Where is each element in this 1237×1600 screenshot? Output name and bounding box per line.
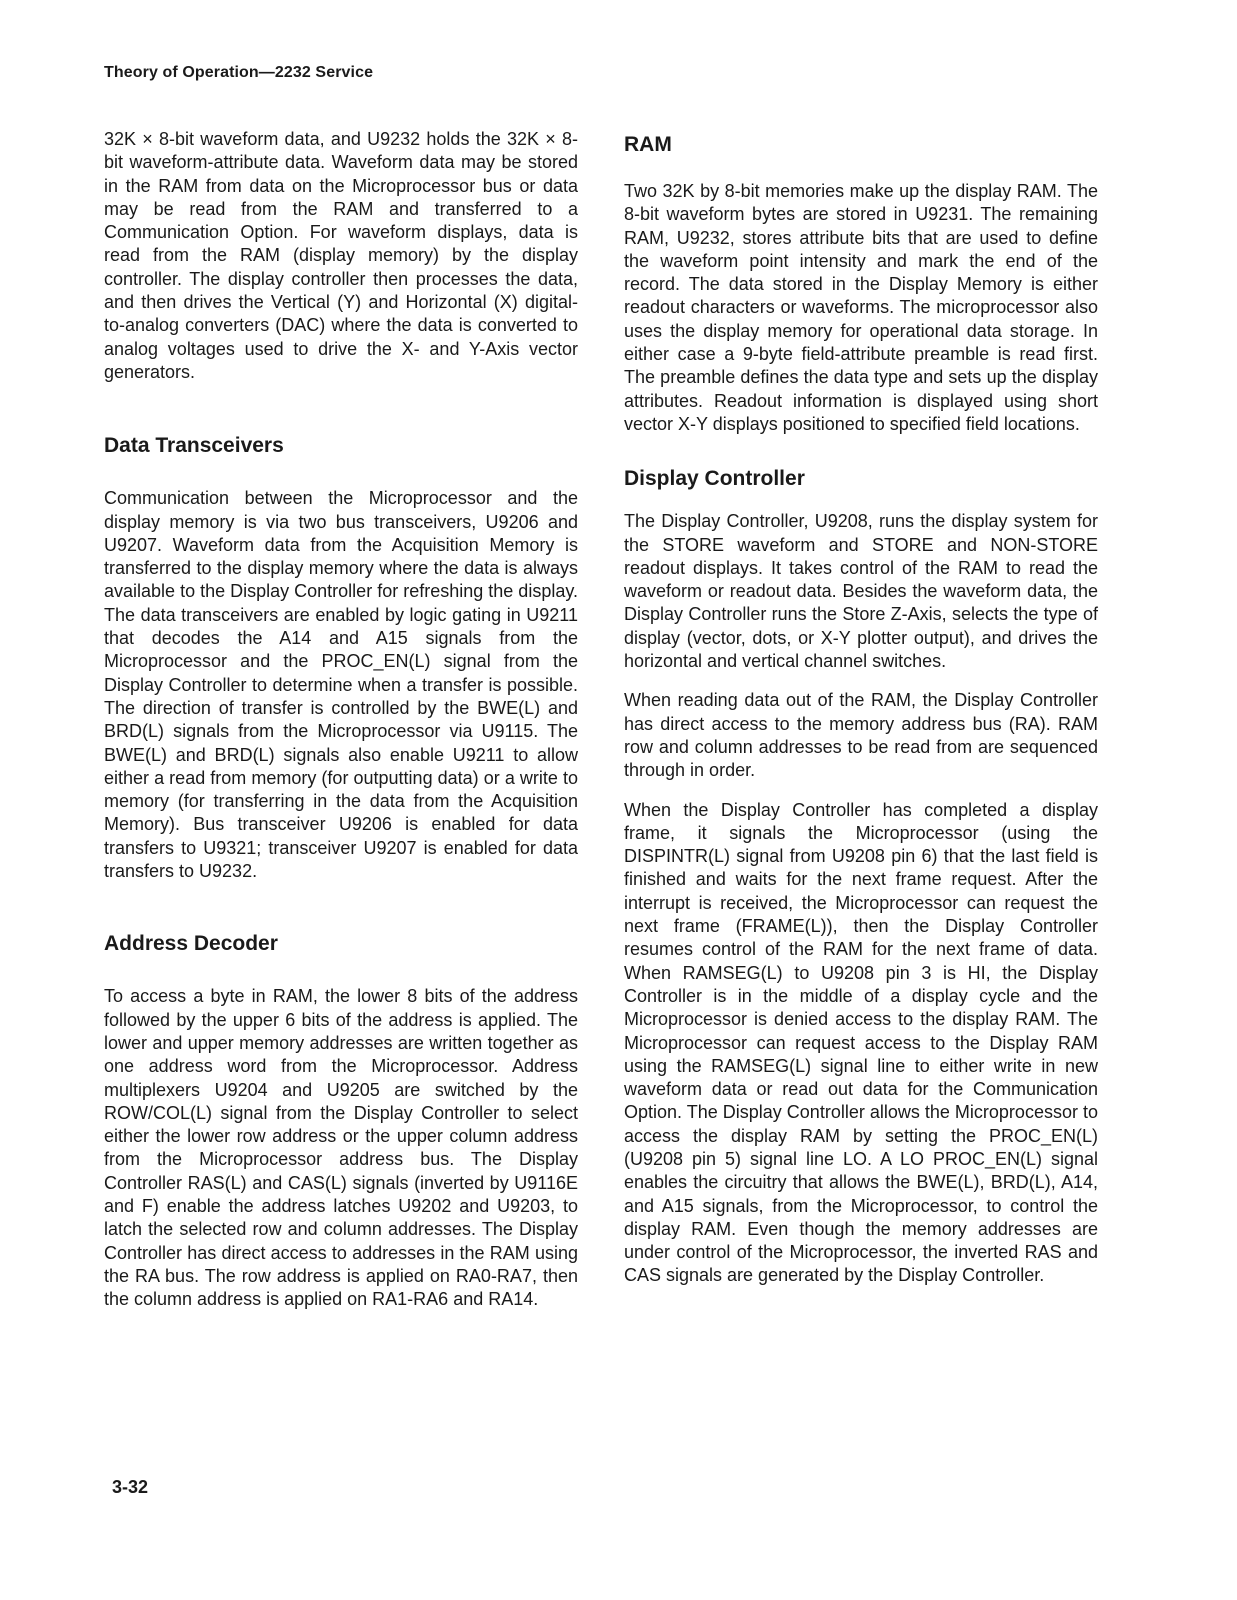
ram-paragraph: Two 32K by 8-bit memories make up the display RAM. The 8-bit waveform bytes are stored in U9231. The remaining RAM, U9232, stores attribute bits that are used to define the waveform point intensity and mark the end of the record. The data stored in the Display Memory is either readout characters or waveforms. The microprocessor also uses the display memory for operational data storage. In either case a 9-byte field-attribute preamble is read first. The preamble defines the data type and sets up the display attributes. Readout information is displayed using short vector X-Y displays positioned to specified field locations. <box>624 181 1098 434</box>
data-transceivers-paragraph: Communication between the Microprocessor and the display memory is via two bus transceivers, U9206 and U9207. Waveform data from the Acquisition Memory is transferred to the display memory where the data is always available to the Display Controller for refreshing the display. The data transceivers are enabled by logic gating in U9211 that decodes the A14 and A15 signals from the Microprocessor and the PROC_EN(L) signal from the Display Controller to determine when a transfer is possible. The direction of transfer is controlled by the BWE(L) and BRD(L) signals from the Microprocessor via U9115. The BWE(L) and BRD(L) signals also enable U9211 to allow either a read from memory (for outputting data) or a write to memory (for transferring in the data from the Acquisition Memory). Bus transceiver U9206 is enabled for data transfers to U9321; transceiver U9207 is enabled for data transfers to U9232. <box>104 488 578 882</box>
left-column <box>104 128 578 1311</box>
right-column <box>624 128 1098 1288</box>
address-decoder-heading: Address Decoder <box>104 932 278 956</box>
running-header: Theory of Operation—2232 Service <box>104 64 374 81</box>
data-transceivers-heading: Data Transceivers <box>104 434 284 458</box>
display-controller-paragraph-3: When the Display Controller has completed a display frame, it signals the Microprocessor (using the DISPINTR(L) signal from U9208 pin 6) that the last field is finished and waits for the next frame request. After the interrupt is received, the Microprocessor can request the next frame (FRAME(L)), then the Display Controller resumes control of the RAM for the next frame of data. When RAMSEG(L) to U9208 pin 3 is HI, the Display Controller is in the middle of a display cycle and the Microprocessor is denied access to the display RAM. The Microprocessor can request access to the Display RAM using the RAMSEG(L) signal line to either write in new waveform data or read out data for the Communication Option. The Display Controller allows the Microprocessor to access the display RAM by setting the PROC_EN(L) (U9208 pin 5) signal line LO. A LO PROC_EN(L) signal enables the circuitry that allows the BWE(L), BRD(L), A14, and A15 signals, from the Microprocessor, to control the display RAM. Even though the memory addresses are under control of the Microprocessor, the inverted RAS and CAS signals are generated by the Display Controller. <box>624 799 1098 1286</box>
display-controller-paragraph-1: The Display Controller, U9208, runs the display system for the STORE waveform and STORE and NON-STORE readout displays. It takes control of the RAM to read the waveform or readout data. Besides the waveform data, the Display Controller runs the Store Z-Axis, selects the type of display (vector, dots, or X-Y plotter output), and drives the horizontal and vertical channel switches. <box>624 511 1098 672</box>
display-controller-paragraph-2: When reading data out of the RAM, the Display Controller has direct access to the memory address bus (RA). RAM row and column addresses to be read from are sequenced through in order. <box>624 690 1098 781</box>
address-decoder-paragraph: To access a byte in RAM, the lower 8 bits of the address followed by the upper 6 bits of the address is applied. The lower and upper memory addresses are written together as one address word from the Microprocessor. Address multiplexers U9204 and U9205 are switched by the ROW/COL(L) signal from the Display Controller to select either the lower row address or the upper column address from the Microprocessor address bus. The Display Controller RAS(L) and CAS(L) signals (inverted by U9116E and F) enable the address latches U9202 and U9203, to latch the selected row and column addresses. The Display Controller has direct access to addresses in the RAM using the RA bus. The row address is applied on RA0-RA7, then the column address is applied on RA1-RA6 and RA14. <box>104 986 578 1310</box>
intro-paragraph: 32K × 8-bit waveform data, and U9232 holds the 32K × 8-bit waveform-attribute data. Waveform data may be stored in the RAM from data on the Microprocessor bus or data may be read from the RAM and transferred to a Communication Option. For waveform displays, data is read from the RAM (display memory) by the display controller. The display controller then processes the data, and then drives the Vertical (Y) and Horizontal (X) digital-to-analog converters (DAC) where the data is converted to analog voltages used to drive the X- and Y-Axis vector generators. <box>104 129 578 382</box>
ram-heading: RAM <box>624 133 672 156</box>
page-number: 3-32 <box>112 1477 149 1497</box>
display-controller-heading: Display Controller <box>624 467 805 491</box>
